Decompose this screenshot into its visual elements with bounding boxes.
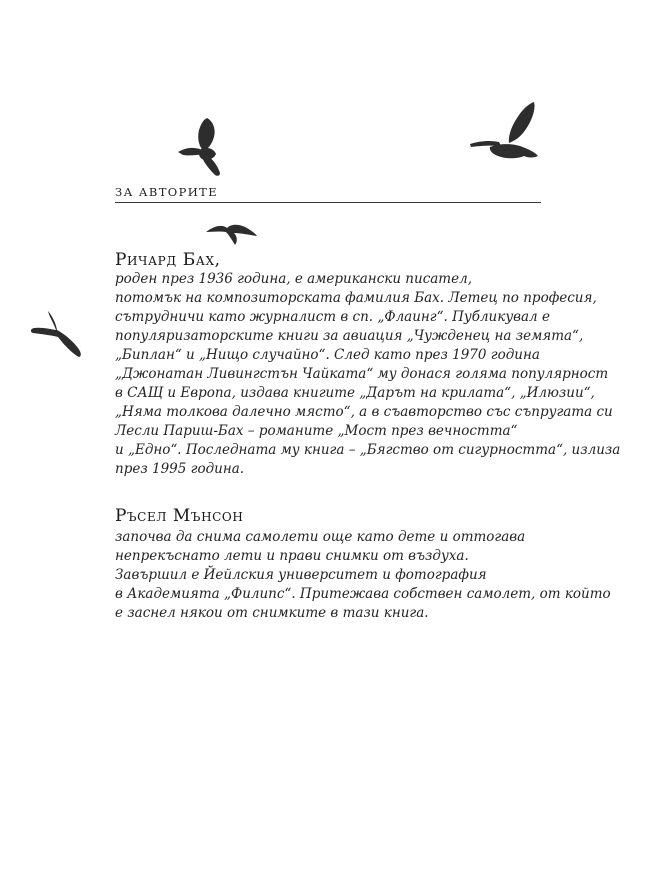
bio-line: сътрудничи като журналист в сп. „Флаинг“. Публикувал е xyxy=(115,309,550,325)
bio-line: е заснел някои от снимките в тази книга. xyxy=(115,605,429,621)
goose-flapping-bird-icon xyxy=(177,116,234,178)
bio-line: „Джонатан Ливингстън Чайката“ му донася голяма популярност xyxy=(115,366,609,382)
bio-line: Лесли Париш-Бах – романите „Мост през вечността“ xyxy=(115,423,518,439)
author-name-richard-bach: Ричард Бах, xyxy=(115,250,221,270)
bio-line: в Академията „Филипс“. Притежава собствен самолет, от който xyxy=(115,586,611,602)
seagull-gliding-bird-icon xyxy=(28,309,92,361)
seagull-wing-raised-bird-icon xyxy=(468,100,540,164)
header-divider-rule xyxy=(115,202,541,203)
bio-line: „Няма толкова далечно място“, а в съавторство със съпругата си xyxy=(115,404,613,420)
author-name-russell-munson: Ръсел Мънсон xyxy=(115,506,244,526)
bio-line: непрекъснато лети и прави снимки от въздуха. xyxy=(115,548,469,564)
section-title: ЗА АВТОРИТЕ xyxy=(115,185,219,199)
small-gliding-bird-icon xyxy=(204,218,259,248)
bio-line: популяризаторските книги за авиация „Чужденец на земята“, xyxy=(115,328,584,344)
bio-line: започва да снима самолети още като дете и оттогава xyxy=(115,529,526,545)
bio-line: и „Едно“. Последната му книга – „Бягство от сигурността“, излиза xyxy=(115,442,621,458)
bio-line: Завършил е Йейлския университет и фотография xyxy=(115,567,487,583)
bio-line: през 1995 година. xyxy=(115,461,245,477)
bio-line: в САЩ и Европа, издава книгите „Дарът на крилата“, „Илюзии“, xyxy=(115,385,595,401)
author-bio-richard-bach xyxy=(115,270,620,479)
author-bio-russell-munson xyxy=(115,528,611,623)
bio-line: роден през 1936 година, е американски писател, xyxy=(115,271,472,287)
bio-line: потомък на композиторската фамилия Бах. Летец по професия, xyxy=(115,290,597,306)
bio-line: „Биплан“ и „Нищо случайно“. След като през 1970 година xyxy=(115,347,540,363)
